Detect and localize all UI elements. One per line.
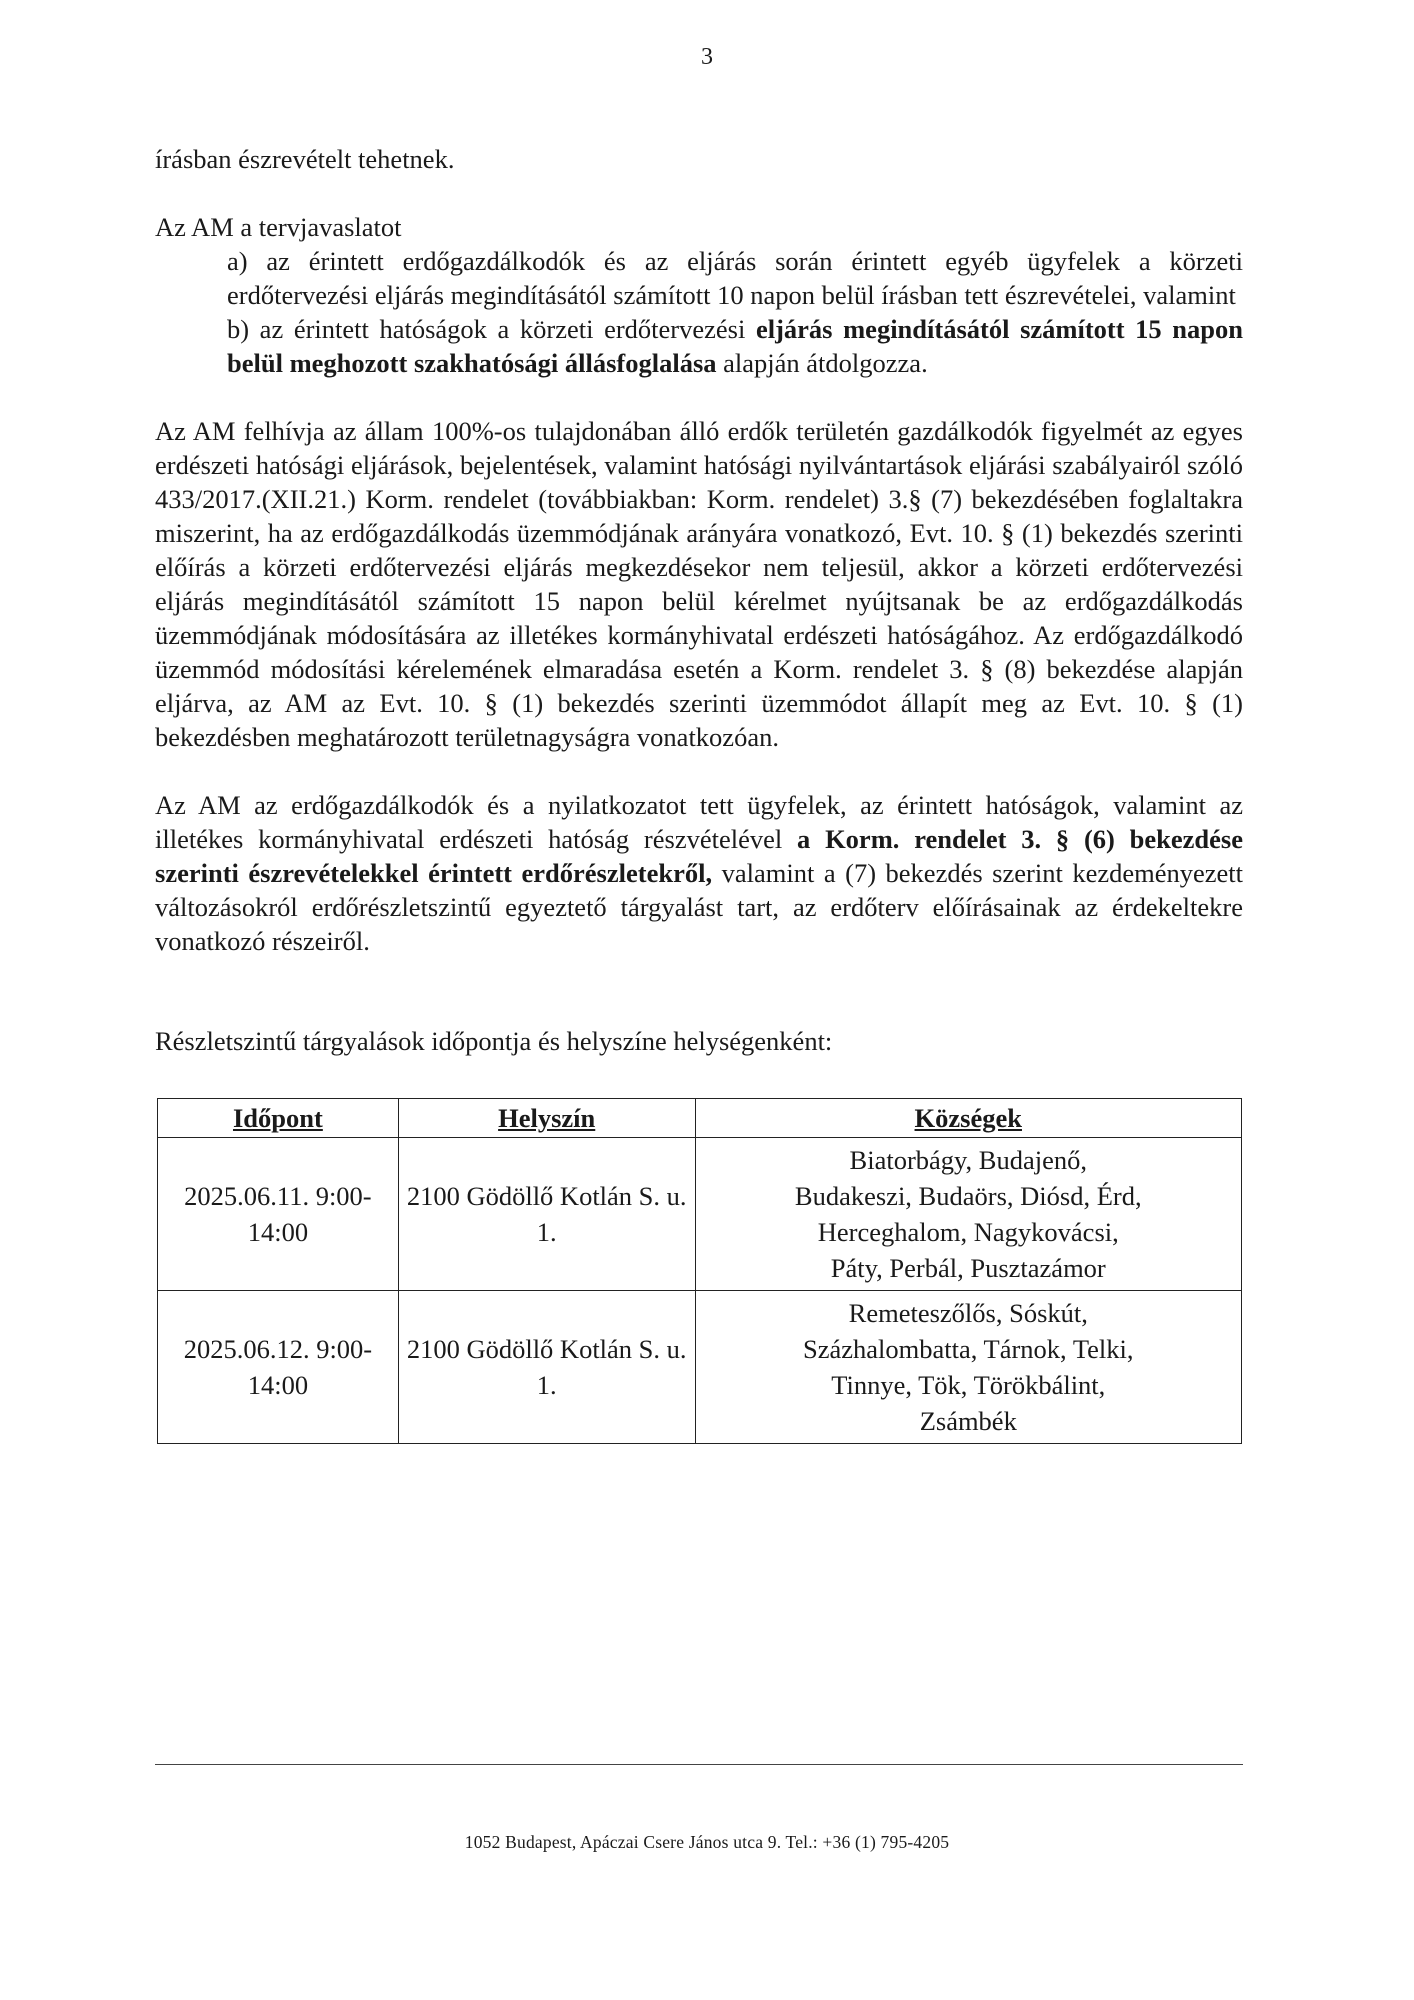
negotiation-bold: a Korm. rendelet 3. § (6) bekezdése szerinti észrevételekkel érintett erdőrészletekről, — [155, 824, 1243, 888]
cell-time: 2025.06.11. 9:00-14:00 — [158, 1138, 399, 1291]
list-item-b-text: b) az érintett hatóságok a körzeti erdőtervezési — [227, 314, 756, 344]
table-row — [158, 1291, 1242, 1444]
table-row — [158, 1138, 1242, 1291]
list-item-b — [155, 312, 1243, 380]
paragraph-forest-management: Az AM felhívja az állam 100%-os tulajdonában álló erdők területén gazdálkodók figyelmét az egyes erdészeti hatósági eljárások, bejelentések, valamint hatósági nyilvántartások eljárási szabályairól szóló 433/2017.(XII.21.) Korm. rendelet (továbbiakban: Korm. rendelet) 3.§ (7) bekezdésében foglaltakra miszerint, ha az erdőgazdálkodás üzemmódjának arányára vonatkozó, Evt. 10. § (1) bekezdés szerinti előírás a körzeti erdőtervezési eljárás megkezdésekor nem teljesül, akkor a körzeti erdőtervezési eljárás megindításától számított 15 napon belül kérelmet nyújtsanak be az erdőgazdálkodás üzemmódjának módosítására az illetékes kormányhivatal erdészeti hatóságához. Az erdőgazdálkodó üzemmód módosítási kérelemének elmaradása esetén a Korm. rendelet 3. § (8) bekezdése alapján eljárva, az AM az Evt. 10. § (1) bekezdés szerinti üzemmódot állapít meg az Evt. 10. § (1) bekezdésben meghatározott területnagyságra vonatkozóan. — [155, 416, 1243, 752]
table-header-row — [158, 1099, 1242, 1138]
municipality-line: Tinnye, Tök, Törökbálint, — [831, 1370, 1106, 1400]
document-body — [155, 142, 1243, 1058]
municipality-line: Biatorbágy, Budajenő, — [849, 1145, 1087, 1175]
list-item-b-end: alapján átdolgozza. — [716, 348, 928, 378]
municipality-line: Remeteszőlős, Sóskút, — [848, 1298, 1088, 1328]
paragraph-written-remarks: írásban észrevételt tehetnek. — [155, 144, 455, 174]
header-place: Helyszín — [398, 1099, 695, 1138]
list-item-a: a) az érintett erdőgazdálkodók és az eljárás során érintett egyéb ügyfelek a körzeti erdőtervezési eljárás megindításától számított 10 napon belül írásban tett észrevételei, valamint — [227, 246, 1243, 310]
schedule-table — [157, 1098, 1242, 1444]
page-number: 3 — [701, 44, 713, 70]
negotiation-text: Az AM az erdőgazdálkodók és a nyilatkozatot tett ügyfelek, az érintett hatóságok, valamint az illetékes kormányhivatal erdészeti hatóság részvételével — [155, 790, 1243, 854]
cell-time: 2025.06.12. 9:00-14:00 — [158, 1291, 399, 1444]
municipality-line: Zsámbék — [919, 1406, 1017, 1436]
cell-municipalities — [695, 1138, 1241, 1291]
municipality-line: Páty, Perbál, Pusztazámor — [830, 1253, 1106, 1283]
negotiation-end: valamint a (7) bekezdés szerint kezdeményezett változásokról erdőrészletszintű egyeztető tárgyalást tart, az erdőterv előírásainak az érdekeltekre vonatkozó részeiről. — [155, 858, 1243, 956]
cell-municipalities — [695, 1291, 1241, 1444]
footer-divider — [155, 1764, 1243, 1765]
paragraph-negotiation — [155, 788, 1243, 958]
cell-place: 2100 Gödöllő Kotlán S. u. 1. — [398, 1138, 695, 1291]
header-time: Időpont — [158, 1099, 399, 1138]
cell-place: 2100 Gödöllő Kotlán S. u. 1. — [398, 1291, 695, 1444]
footer-address: 1052 Budapest, Apáczai Csere János utca 9. Tel.: +36 (1) 795-4205 — [464, 1832, 950, 1852]
header-municipalities: Községek — [695, 1099, 1241, 1138]
municipality-line: Budakeszi, Budaörs, Diósd, Érd, — [794, 1181, 1142, 1211]
municipality-line: Herceghalom, Nagykovácsi, — [817, 1217, 1119, 1247]
municipality-line: Százhalombatta, Tárnok, Telki, — [803, 1334, 1134, 1364]
table-title: Részletszintű tárgyalások időpontja és helyszíne helységenként: — [155, 1026, 833, 1056]
list-item-b-bold: eljárás megindításától számított 15 napon belül meghozott szakhatósági állásfoglalása — [227, 314, 1243, 378]
paragraph-plan-intro: Az AM a tervjavaslatot — [155, 212, 402, 242]
